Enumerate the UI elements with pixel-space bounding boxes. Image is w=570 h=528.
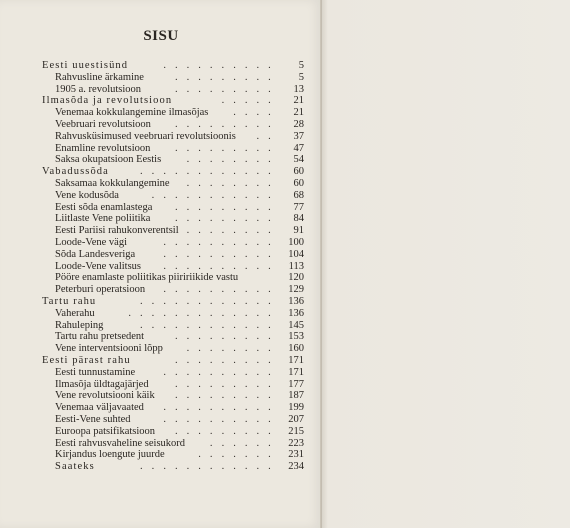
toc-entry-title: Eesti-Vene suhted bbox=[55, 413, 131, 425]
toc-entry-title: Saksa okupatsioon Eestis bbox=[55, 154, 162, 166]
toc-entry-title: Enamline revolutsioon bbox=[55, 142, 151, 154]
toc-leader-dots: . . . . . . . . . bbox=[174, 425, 274, 437]
toc-page-number: 113 bbox=[288, 260, 304, 272]
toc-entry-title: Saksamaa kokkulangemine bbox=[55, 177, 170, 189]
toc-entry-row bbox=[42, 178, 304, 190]
toc-entry-title: Ilmasõda ja revolutsioon bbox=[42, 95, 173, 107]
toc-leader-dots: . . . . . . . . . . bbox=[163, 60, 274, 71]
toc-entry-title: Vabadussõda bbox=[42, 166, 109, 178]
toc-page-number: 234 bbox=[288, 461, 304, 473]
toc-section-row bbox=[42, 166, 304, 178]
toc-entry-title: Rahvusline ärkamine bbox=[55, 71, 144, 83]
toc-entry-title: Tartu rahu pretsedent bbox=[55, 331, 145, 343]
toc-page-number: 129 bbox=[288, 284, 304, 296]
toc-entry-title: Saateks bbox=[55, 461, 95, 473]
toc-entry-row bbox=[42, 449, 304, 461]
toc-entry-row bbox=[42, 272, 304, 284]
toc-leader-dots: . . . . . . . . . bbox=[174, 378, 274, 390]
right-page bbox=[322, 0, 570, 528]
toc-page-number: 47 bbox=[293, 142, 304, 154]
toc-entry-title: Rahvusküsimused veebruari revolutsioonis bbox=[55, 130, 236, 142]
toc-entry-title: Ilmasõja üldtagajärjed bbox=[55, 378, 149, 390]
toc-section-row bbox=[42, 95, 304, 107]
toc-entry-row bbox=[42, 343, 304, 355]
toc-page-number: 13 bbox=[293, 83, 304, 95]
toc-entry-row bbox=[42, 202, 304, 214]
toc-page-number: 160 bbox=[288, 343, 304, 355]
toc-page-number: 104 bbox=[288, 248, 304, 260]
toc-leader-dots: . . . . . . . . . . . . bbox=[140, 166, 274, 178]
toc-page-number: 84 bbox=[293, 213, 304, 225]
toc-entry-row bbox=[42, 190, 304, 202]
toc-page-number: 5 bbox=[298, 60, 304, 71]
toc-entry-title: Pööre enamlaste poliitikas piiririikide vastu bbox=[55, 272, 239, 284]
toc-entry-title: Vene revolutsiooni käik bbox=[55, 390, 155, 402]
toc-entry-row bbox=[42, 154, 304, 166]
toc-leader-dots: . . . . . . . . . . bbox=[163, 236, 274, 248]
toc-leader-dots: . . . . . . . . . . . . bbox=[140, 461, 274, 473]
toc-page-number: 21 bbox=[293, 107, 304, 119]
toc-entry-title: Euroopa patsifikatsioon bbox=[55, 425, 156, 437]
toc-entry-title: Eesti Pariisi rahukonverentsil bbox=[55, 225, 179, 237]
toc-leader-dots: . . . . . . . . . . bbox=[163, 260, 274, 272]
toc-page-number: 100 bbox=[288, 236, 304, 248]
toc-page-number: 171 bbox=[288, 366, 304, 378]
toc-page-number: 21 bbox=[293, 95, 304, 107]
toc-entry-row bbox=[42, 331, 304, 343]
toc-entry-title: Eesti uuestisünd bbox=[42, 60, 129, 71]
toc-leader-dots: . . . . . . . . . bbox=[174, 83, 274, 95]
toc-page-number: 28 bbox=[293, 118, 304, 130]
toc-entry-row bbox=[42, 143, 304, 155]
toc-page-number: 68 bbox=[293, 189, 304, 201]
toc-section-row bbox=[42, 60, 304, 72]
toc-leader-dots: . . . . . . . . bbox=[186, 225, 274, 237]
toc-entry-title: Eesti rahvusvaheline seisukord bbox=[55, 437, 186, 449]
toc-page-number: 37 bbox=[293, 130, 304, 142]
toc-leader-dots: . . . . . . . . . bbox=[174, 71, 274, 83]
toc-entry-title: Liitlaste Vene poliitika bbox=[55, 213, 151, 225]
toc-page-number: 145 bbox=[288, 319, 304, 331]
toc-leader-dots: . . . . . . . . . . . . . bbox=[128, 307, 274, 319]
toc-leader-dots: . . . . . . . . . bbox=[174, 142, 274, 154]
toc-leader-dots: . . . . . . . . . bbox=[174, 390, 274, 402]
toc-entry-title: Eesti sõda enamlastega bbox=[55, 201, 153, 213]
toc-entry-title: Eesti pärast rahu bbox=[42, 354, 131, 366]
toc-page-number: 177 bbox=[288, 378, 304, 390]
toc-leader-dots: . . . . . . . . . bbox=[174, 331, 274, 343]
toc-leader-dots: . . . . . . . . . . bbox=[163, 284, 274, 296]
toc-entry-row bbox=[42, 107, 304, 119]
toc-leader-dots: . . . . . . . . bbox=[186, 177, 274, 189]
toc-page-number: 153 bbox=[288, 331, 304, 343]
toc-leader-dots: . . . . . . . . bbox=[186, 343, 274, 355]
toc-entry-row bbox=[42, 367, 304, 379]
toc-page-number: 60 bbox=[293, 177, 304, 189]
toc-entry-title: Kirjandus loengute juurde bbox=[55, 449, 165, 461]
toc-page-number: 223 bbox=[288, 437, 304, 449]
toc-entry-title: Peterburi operatsioon bbox=[55, 284, 146, 296]
toc-page-number: 77 bbox=[293, 201, 304, 213]
toc-entry-row bbox=[42, 72, 304, 84]
toc-page-number: 5 bbox=[298, 71, 304, 83]
toc-entry-row bbox=[42, 402, 304, 414]
toc-leader-dots: . . . . . bbox=[221, 95, 274, 107]
toc-entry-title: Rahuleping bbox=[55, 319, 104, 331]
toc-leader-dots: . . . . . . . . . . bbox=[163, 366, 274, 378]
toc-leader-dots: . . . . . . . . . . bbox=[163, 402, 274, 414]
toc-page-number: 120 bbox=[288, 272, 304, 284]
toc-entry-row bbox=[42, 119, 304, 131]
toc-leader-dots: . . . . . . . . . . . bbox=[151, 189, 274, 201]
page-title: SISU bbox=[143, 28, 179, 44]
toc-entry-row bbox=[42, 225, 304, 237]
toc-leader-dots: . . . . . . . . . bbox=[174, 118, 274, 130]
toc-leader-dots: . . . . bbox=[233, 107, 274, 119]
toc-leader-dots: . . . . . . . . . bbox=[174, 201, 274, 213]
toc-entry-title: Vaherahu bbox=[55, 307, 95, 319]
toc-page-number: 187 bbox=[288, 390, 304, 402]
toc-entry-row bbox=[42, 84, 304, 96]
toc-entry-row bbox=[42, 284, 304, 296]
toc-entry-title: Venemaa kokkulangemine ilmasõjas bbox=[55, 107, 209, 119]
toc-entry-row bbox=[42, 438, 304, 450]
toc-leader-dots: . . . . . . bbox=[209, 437, 274, 449]
toc-leader-dots: . . . . . . . . . . bbox=[163, 248, 274, 260]
toc-section-row bbox=[42, 296, 304, 308]
toc-entry-row bbox=[42, 390, 304, 402]
toc-page-number: 60 bbox=[293, 166, 304, 178]
toc-entry-row bbox=[42, 379, 304, 391]
toc-entry-row bbox=[42, 213, 304, 225]
toc-entry-title: Veebruari revolutsioon bbox=[55, 118, 151, 130]
toc-entry-title: 1905 a. revolutsioon bbox=[55, 83, 142, 95]
toc-leader-dots: . . . . . . . . . bbox=[174, 213, 274, 225]
toc-leader-dots: . . bbox=[256, 130, 274, 142]
toc-entry-title: Loode-Vene valitsus bbox=[55, 260, 142, 272]
toc-entry-row bbox=[42, 249, 304, 261]
toc-page-number: 91 bbox=[293, 225, 304, 237]
toc-entry-row bbox=[42, 414, 304, 426]
toc-leader-dots: . . . . . . . . bbox=[186, 154, 274, 166]
toc-entry-title: Venemaa väljavaated bbox=[55, 402, 144, 414]
toc-entry-title: Vene interventsiooni lõpp bbox=[55, 343, 163, 355]
toc-entry-row bbox=[42, 261, 304, 273]
toc-entry-row bbox=[42, 237, 304, 249]
toc-leader-dots: . . . . . . . . . . . . bbox=[140, 295, 274, 307]
toc-entry-title: Sõda Landesveriga bbox=[55, 248, 136, 260]
toc-page-number: 54 bbox=[293, 154, 304, 166]
toc-page-number: 136 bbox=[288, 307, 304, 319]
toc-page-number: 171 bbox=[288, 354, 304, 366]
toc-section-row bbox=[42, 355, 304, 367]
toc-entry-title: Tartu rahu bbox=[42, 295, 97, 307]
toc-leader-dots: . . . . . . . . . bbox=[174, 354, 274, 366]
toc-page-number: 231 bbox=[288, 449, 304, 461]
toc-entry-row bbox=[42, 320, 304, 332]
toc-page-number: 207 bbox=[288, 413, 304, 425]
toc-leader-dots: . . . . . . . bbox=[198, 449, 274, 461]
toc-entry-title: Vene kodusõda bbox=[55, 189, 119, 201]
toc-leader-dots: . . . . . . . . . . bbox=[163, 413, 274, 425]
toc-leader-dots: . . . . . . . . . . . . bbox=[140, 319, 274, 331]
toc-page-number: 136 bbox=[288, 295, 304, 307]
table-of-contents bbox=[42, 60, 304, 473]
toc-entry-row bbox=[42, 131, 304, 143]
toc-page-number: 215 bbox=[288, 425, 304, 437]
toc-entry-row bbox=[42, 461, 304, 473]
toc-entry-row bbox=[42, 426, 304, 438]
toc-page-number: 199 bbox=[288, 402, 304, 414]
toc-entry-row bbox=[42, 308, 304, 320]
toc-entry-title: Eesti tunnustamine bbox=[55, 366, 136, 378]
toc-entry-title: Loode-Vene vägi bbox=[55, 236, 128, 248]
